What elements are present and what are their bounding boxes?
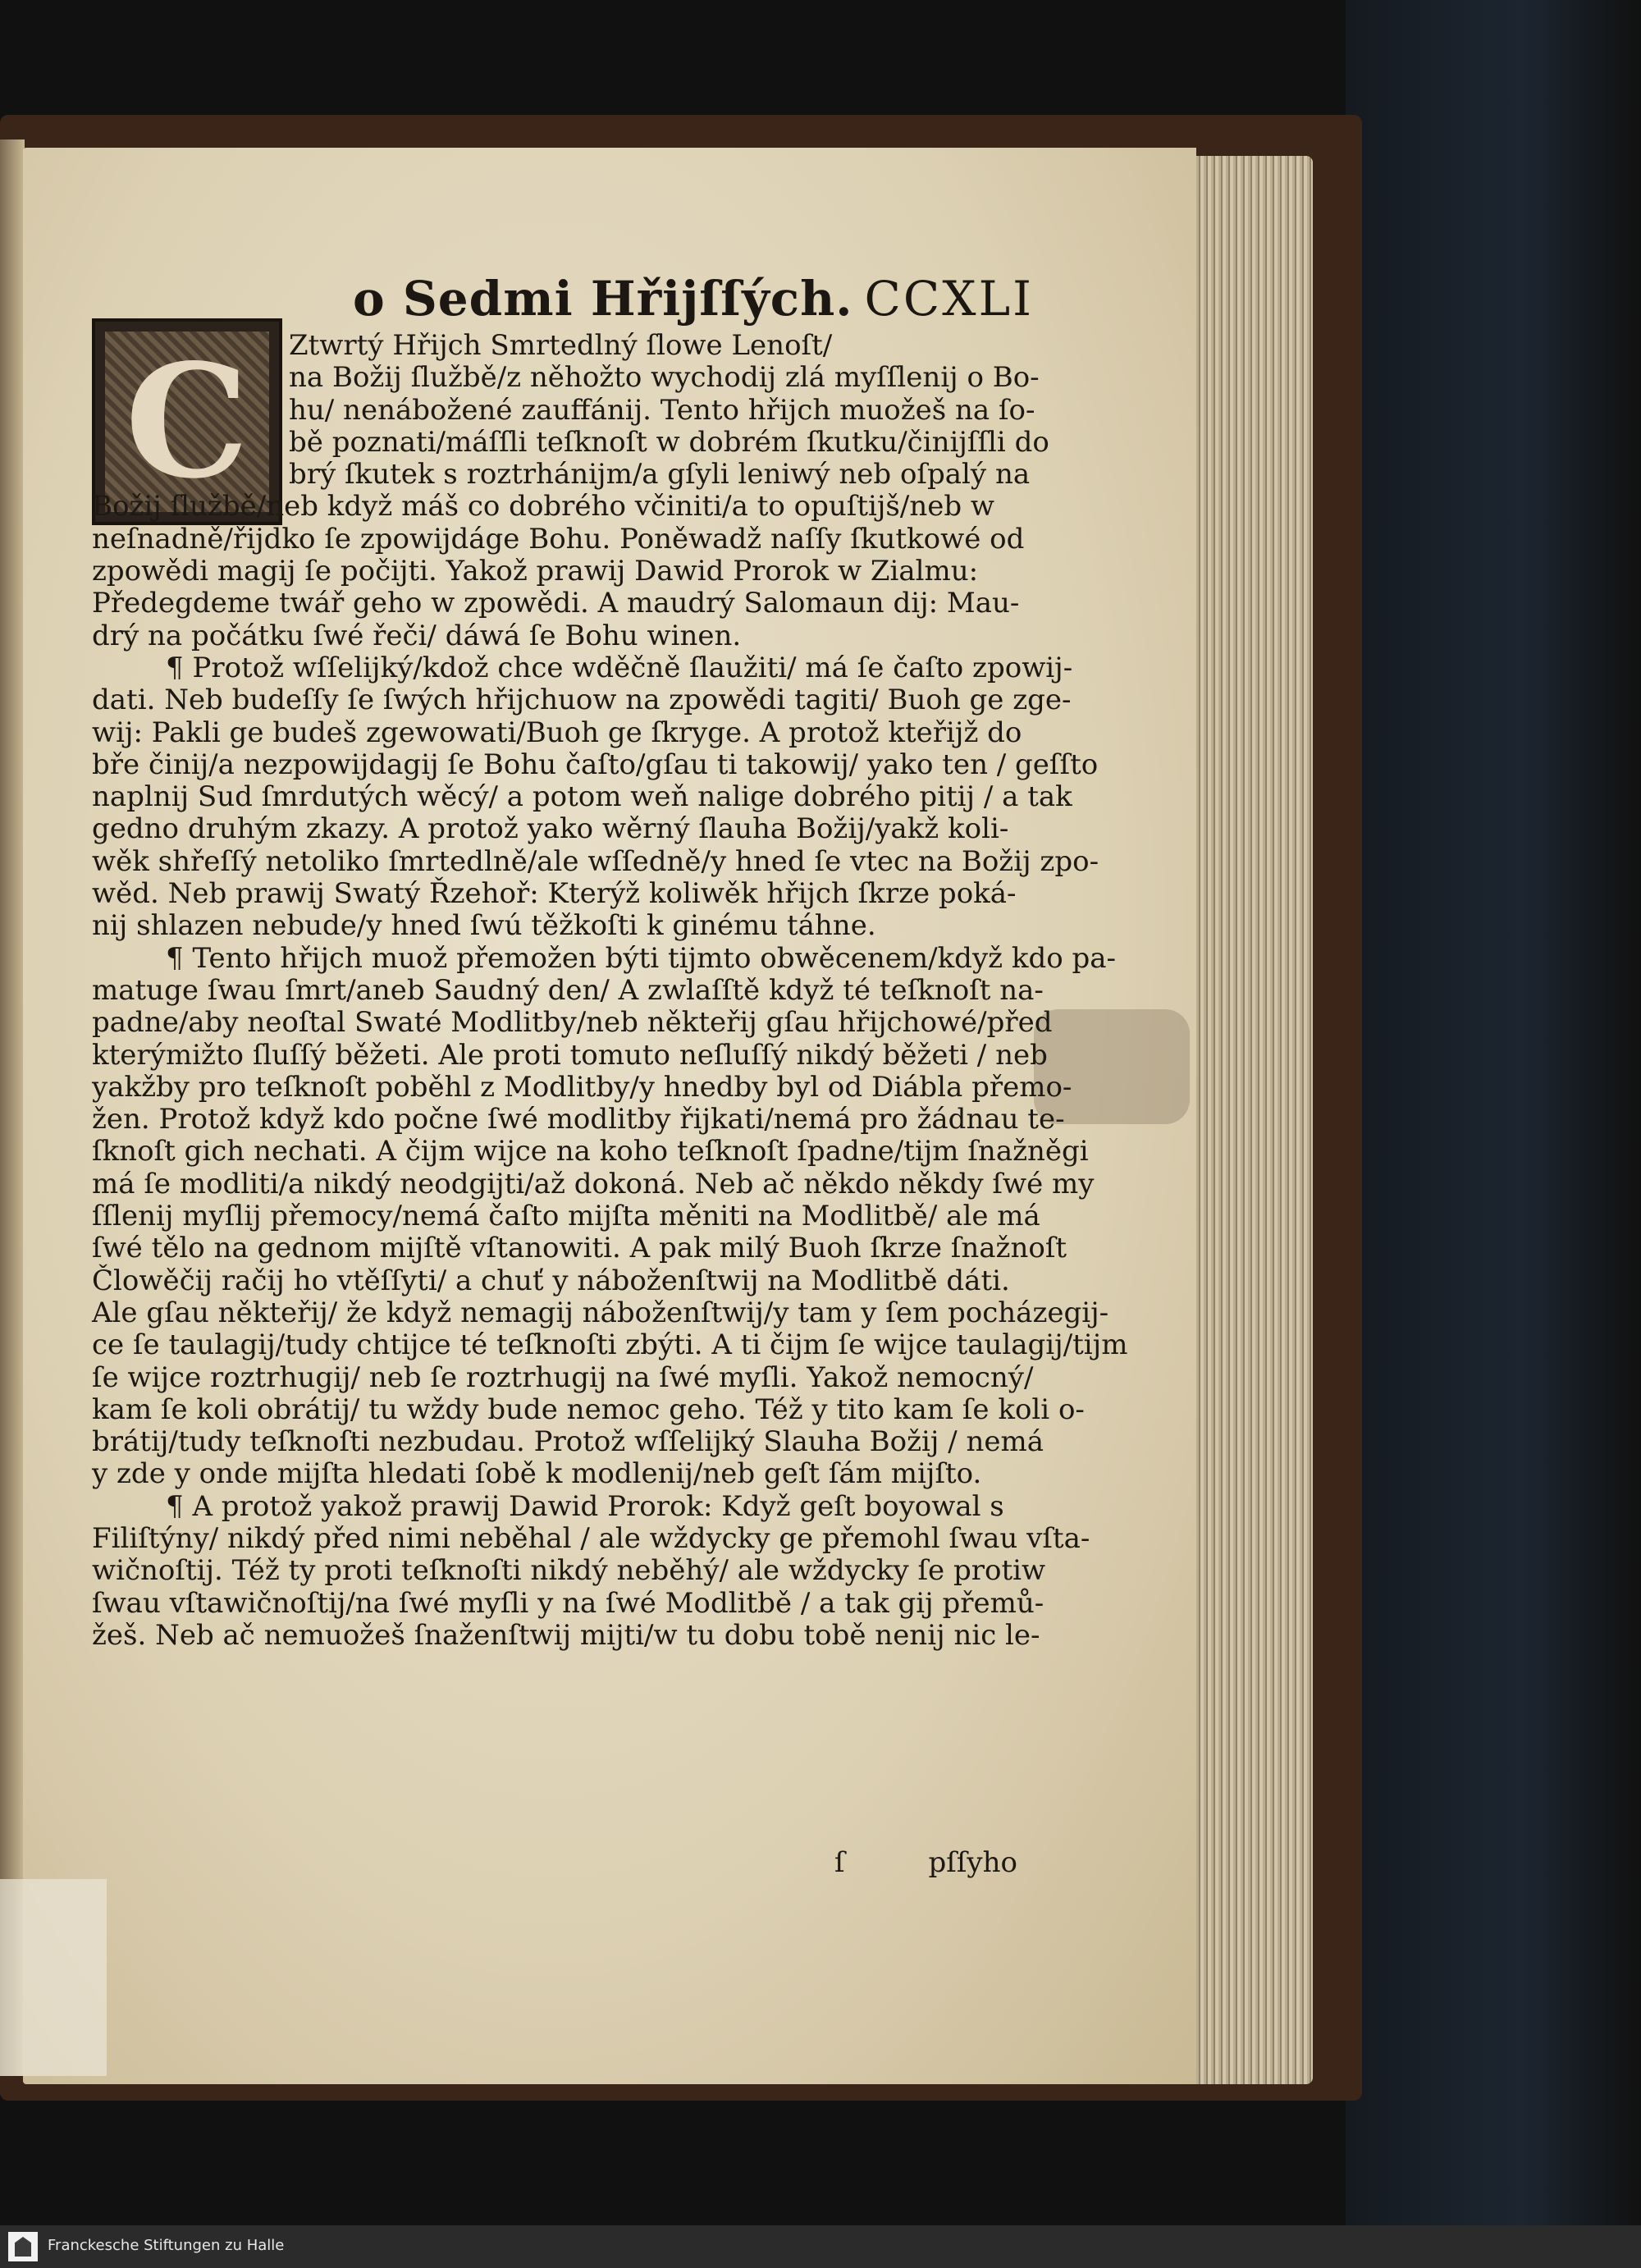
text-line: drý na počátku ſwé řeči/ dáwá ſe Bohu winen. (92, 619, 742, 652)
text-line: naplnij Sud ſmrdutých wěcý/ a potom weň nalige dobrého pitij / a tak (92, 780, 1072, 814)
catchline (92, 1846, 1017, 1879)
text-line: žen. Protož když kdo počne ſwé modlitby řijkati/nemá pro žádnau te- (92, 1103, 1065, 1136)
text-block (92, 329, 1128, 1652)
text-line: kam ſe koli obrátij/ tu wždy bude nemoc geho. Též y tito kam ſe koli o- (92, 1392, 1085, 1426)
text-line: y zde y onde mijſta hledati ſobě k modlenij/neb geſt ſám mijſto. (92, 1457, 982, 1491)
text-line: ¶ Tento hřijch muož přemožen býti tijmto obwěcenem/když kdo pa- (166, 941, 1117, 975)
text-line: brý ſkutek s roztrhánijm/a gſyli leniwý neb oſpalý na (289, 458, 1031, 492)
text-line: ¶ Protož wſſelijký/kdož chce wděčně ſlaužiti/ má ſe čaſto zpowij- (166, 651, 1073, 684)
paper-repair (0, 1879, 107, 2076)
text-line: neſnadně/řijdko ſe zpowijdáge Bohu. Poněwadž naſſy ſkutkowé od (92, 522, 1025, 556)
text-line: Filiſtýny/ nikdý před nimi neběhal / ale wždycky ge přemohl ſwau vſta- (92, 1521, 1090, 1555)
text-line: hu/ nenábožené zauffánij. Tento hřijch muožeš na ſo- (289, 393, 1035, 427)
background-right (1346, 0, 1641, 2225)
text-line: Člowěčij račij ho vtěſſyti/ a chuť y náboženſtwij na Modlitbě dáti. (92, 1264, 1010, 1297)
text-line: ce ſe taulagij/tudy chtijce té teſknoſti zbýti. A ti čijm ſe wijce taulagij/tijm (92, 1328, 1128, 1362)
text-line: yakžby pro teſknoſt poběhl z Modlitby/y hnedby byl od Diábla přemo- (92, 1070, 1072, 1104)
text-line: brátij/tudy teſknoſti nezbudau. Protož wſſelijký Slauha Božij / nemá (92, 1425, 1044, 1459)
folio-number: CCXLI (864, 271, 1034, 327)
text-line: bě poznati/máſſli teſknoſt w dobrém ſkutku/činijſſli do (289, 425, 1049, 459)
text-line: gedno druhým zkazy. A protož yako wěrný ſlauha Božij/yakž koli- (92, 812, 1009, 846)
footer-bar (0, 2225, 1641, 2268)
text-line: zpowědi magij ſe počijti. Yakož prawij Dawid Prorok w Zialmu: (92, 555, 979, 588)
text-line: ſwau vſtawičnoſtij/na ſwé myſli y na ſwé Modlitbě / a tak gij přemů- (92, 1586, 1044, 1620)
text-line: Božij ſlužbě/neb když máš co dobrého včiniti/a to opuſtijš/neb w (92, 490, 995, 524)
text-line: dati. Neb budeſſy ſe ſwých hřijchuow na zpowědi tagiti/ Buoh ge zge- (92, 684, 1072, 717)
text-line: nij shlazen nebude/y hned ſwú těžkoſti k ginému táhne. (92, 909, 876, 943)
text-line: žeš. Neb ač nemuožeš ſnaženſtwij mijti/w tu dobu tobě nenij nic le- (92, 1618, 1040, 1652)
page-block-edges (1182, 156, 1313, 2084)
initial-letter: C (125, 330, 249, 513)
text-line: má ſe modliti/a nikdý neodgijti/až dokoná. Neb ač někdo někdy ſwé my (92, 1167, 1095, 1200)
institution-name: Franckesche Stiftungen zu Halle (48, 2237, 285, 2254)
text-line: matuge ſwau ſmrt/aneb Saudný den/ A zwlaſſtě když té teſknoſt na- (92, 973, 1044, 1007)
signature-mark: ſ (834, 1846, 845, 1879)
text-line: ſknoſt gich nechati. A čijm wijce na koho teſknoſt ſpadne/tijm ſnažněgi (92, 1135, 1089, 1168)
text-line: Předegdeme twář geho w zpowědi. A maudrý Salomaun dij: Mau- (92, 587, 1020, 620)
text-line: wij: Pakli ge budeš zgewowati/Buoh ge ſkryge. A protož kteřijž do (92, 716, 1022, 749)
text-line: wičnoſtij. Též ty proti teſknoſti nikdý neběhý/ ale wždycky ſe protiw (92, 1554, 1046, 1588)
text-line: padne/aby neoſtal Swaté Modlitby/neb někteřij gſau hřijchowé/před (92, 1006, 1053, 1040)
text-line: bře činij/a nezpowijdagij ſe Bohu čaſto/gſau ti takowij/ yako ten / geſſto (92, 748, 1099, 781)
text-line: Ztwrtý Hřijch Smrtedlný ſlowe Lenoſt/ (289, 329, 833, 362)
catchword: pſſyho (928, 1846, 1017, 1879)
facing-page-edge (0, 139, 25, 2076)
text-line: Ale gſau někteřij/ že když nemagij náboženſtwij/y tam y ſem pocházegij- (92, 1296, 1109, 1329)
text-line: ¶ A protož yakož prawij Dawid Prorok: Když geſt boyowal s (166, 1489, 1004, 1523)
text-line: wěd. Neb prawij Swatý Řzehoř: Kterýž koliwěk hřijch ſkrze poká- (92, 877, 1017, 911)
running-head-title: o Sedmi Hřijſſých. (353, 271, 853, 327)
text-line: ſe wijce roztrhugij/ neb ſe roztrhugij na ſwé myſli. Yakož nemocný/ (92, 1360, 1034, 1394)
institution-logo-icon (8, 2232, 38, 2261)
text-line: na Božij ſlužbě/z něhožto wychodij zlá myſſlenij o Bo- (289, 361, 1040, 395)
text-line: kterýmižto ſluſſý běžeti. Ale proti tomuto neſluſſý nikdý běžeti / neb (92, 1038, 1048, 1072)
text-line: wěk shřeſſý netoliko ſmrtedlně/ale wſſedně/y hned ſe vtec na Božij zpo- (92, 844, 1099, 878)
text-line: ſſlenij myſlij přemocy/nemá čaſto mijſta měniti na Modlitbě/ ale má (92, 1200, 1040, 1233)
text-line: ſwé tělo na gednom mijſtě vſtanowiti. A pak milý Buoh ſkrze ſnažnoſt (92, 1232, 1067, 1265)
running-head (353, 271, 1034, 328)
